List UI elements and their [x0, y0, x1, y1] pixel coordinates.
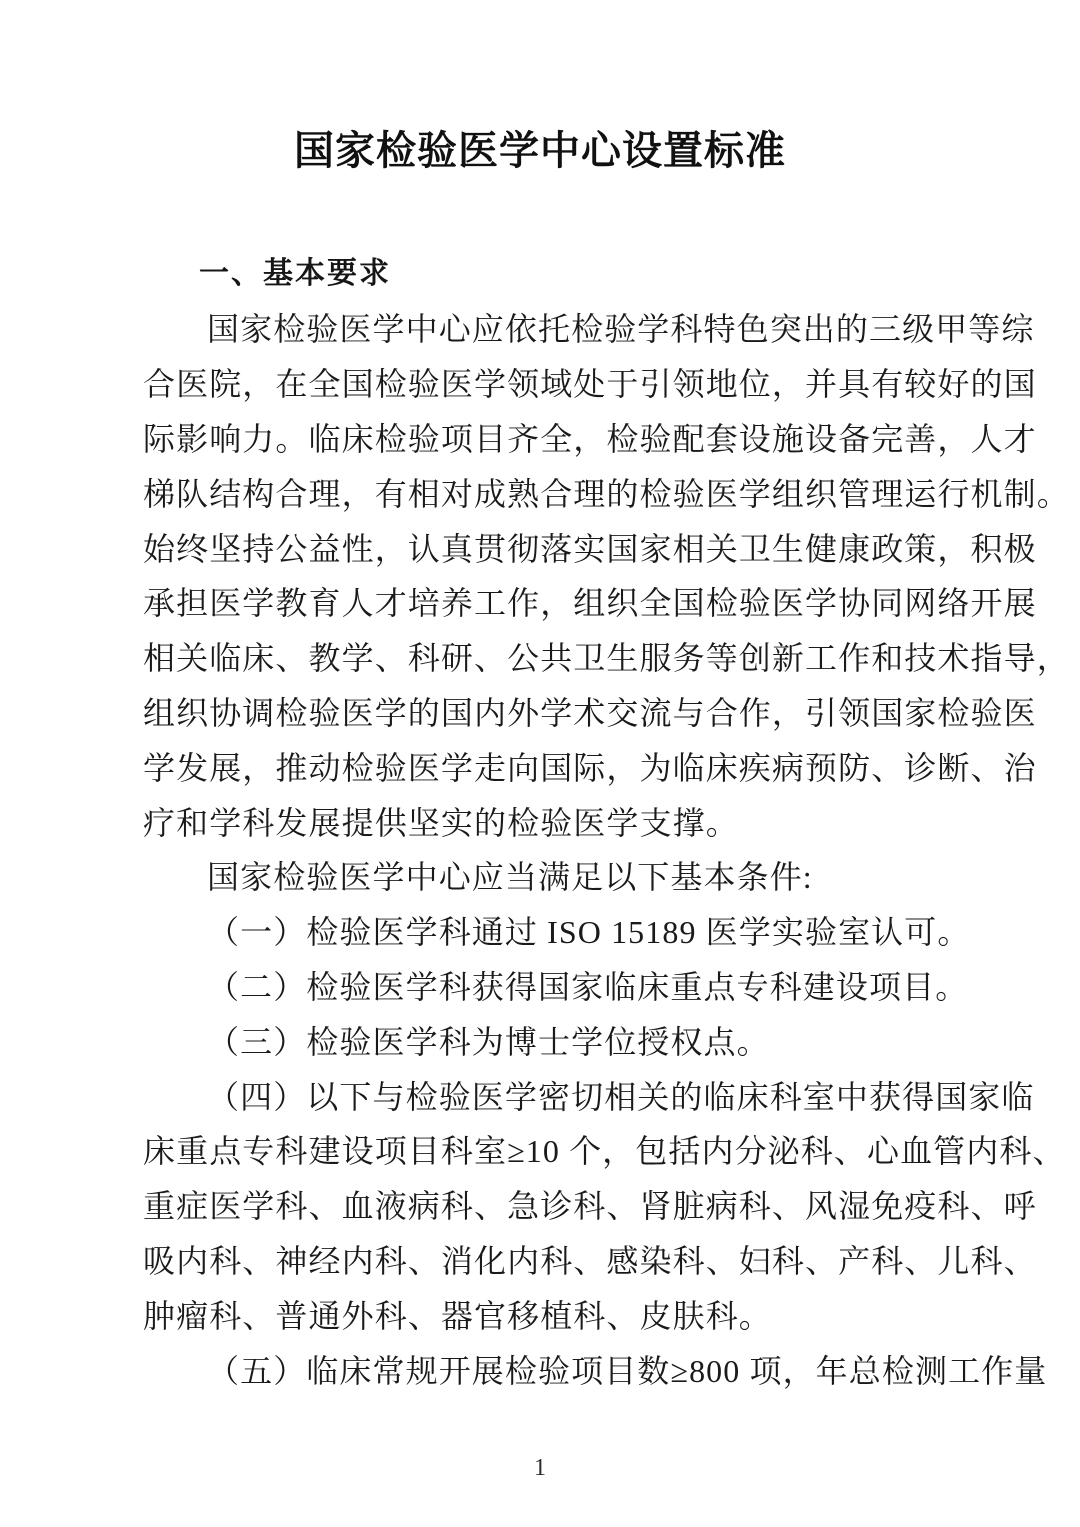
body-line: 国家检验医学中心应当满足以下基本条件: [207, 859, 813, 896]
section-heading: 一、基本要求 [199, 257, 391, 290]
body-line: 学发展，推动检验医学走向国际，为临床疾病预防、诊断、治 [143, 749, 1037, 786]
body-line: 合医院，在全国检验医学领域处于引领地位，并具有较好的国 [143, 366, 1037, 403]
body-line: （五）临床常规开展检验项目数≥800 项，年总检测工作量 [207, 1352, 1048, 1389]
body-line: 梯队结构合理，有相对成熟合理的检验医学组织管理运行机制。 [143, 475, 1070, 512]
body-line: 肿瘤科、普通外科、器官移植科、皮肤科。 [143, 1297, 772, 1334]
body-line: 承担医学教育人才培养工作，组织全国检验医学协同网络开展 [143, 585, 1037, 622]
document-title: 国家检验医学中心设置标准 [294, 128, 786, 173]
document-body [143, 300, 1070, 1396]
body-line: （三）检验医学科为博士学位授权点。 [207, 1023, 770, 1060]
body-line: 国家检验医学中心应依托检验学科特色突出的三级甲等综 [207, 311, 1035, 348]
body-line: （一）检验医学科通过 ISO 15189 医学实验室认可。 [207, 914, 971, 951]
body-line: 际影响力。临床检验项目齐全，检验配套设施设备完善，人才 [143, 420, 1037, 457]
page-number: 1 [534, 1455, 546, 1481]
body-line: 相关临床、教学、科研、公共卫生服务等创新工作和技术指导， [143, 640, 1070, 677]
body-line: 疗和学科发展提供坚实的检验医学支撑。 [143, 804, 739, 841]
body-line: （四）以下与检验医学密切相关的临床科室中获得国家临 [207, 1078, 1035, 1115]
body-line: 床重点专科建设项目科室≥10 个，包括内分泌科、心血管内科、 [143, 1133, 1066, 1170]
body-line: 重症医学科、血液病科、急诊科、肾脏病科、风湿免疫科、呼 [143, 1188, 1037, 1225]
body-line: 吸内科、神经内科、消化内科、感染科、妇科、产科、儿科、 [143, 1242, 1037, 1279]
body-line: 组织协调检验医学的国内外学术交流与合作，引领国家检验医 [143, 694, 1037, 731]
body-line: 始终坚持公益性，认真贯彻落实国家相关卫生健康政策，积极 [143, 530, 1037, 567]
body-line: （二）检验医学科获得国家临床重点专科建设项目。 [207, 968, 969, 1005]
